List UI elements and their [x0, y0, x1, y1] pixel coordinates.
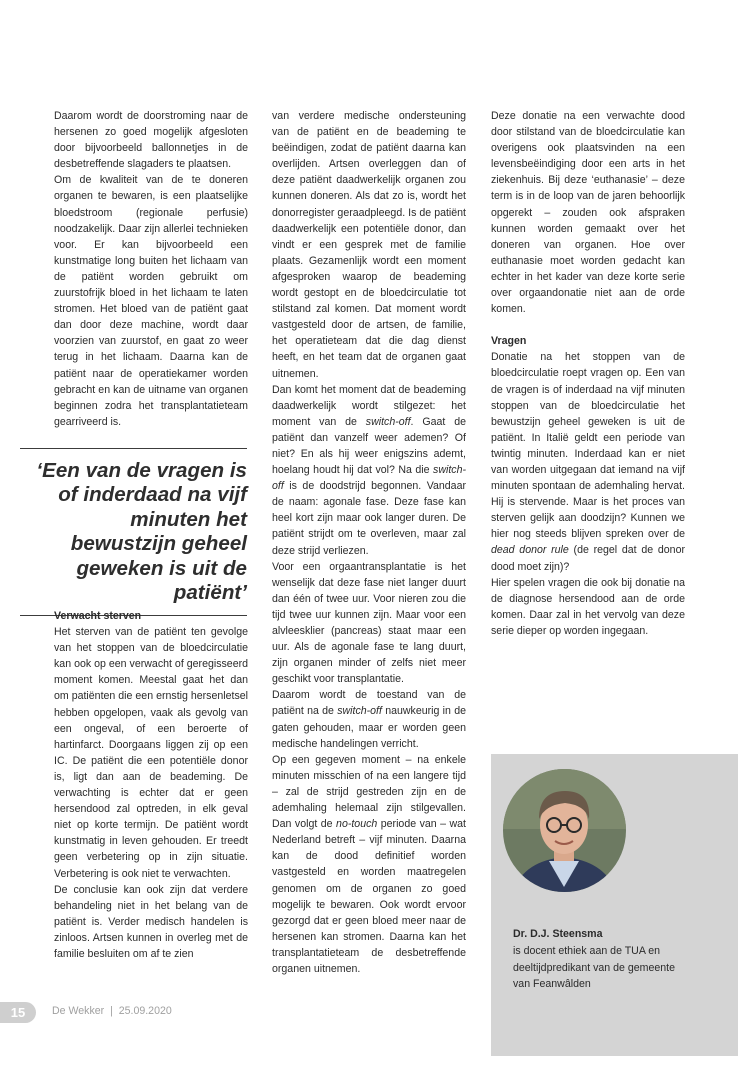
col3-paragraph-2: Donatie na het stoppen van de bloedcirculatie roept vragen op. Een van de vragen is of inderdaad na vijf minuten stoppen van de bloedcirculatie het bewustzijn geheel geweken is uit de patiënt. In Italië geldt een periode van twintig minuten. Inderdaad kan er niet van worden uitgegaan dat iemand na vijf minuten spontaan de ademhaling hervat. Hij is stervende. Maar is het proces van sterven gelijk aan doodzijn? Kunnen we hier nog steeds blijven spreken over de dead donor rule (de regel dat de donor dood moet zijn)?	[491, 351, 685, 573]
col3-paragraph-3: Hier spelen vragen die ook bij donatie na de diagnose hersendood aan de orde komen. Daar zal in het vervolg van deze serie dieper op worden ingegaan.	[491, 576, 685, 637]
subheading-vragen: Vragen	[491, 335, 527, 348]
col3-paragraph-1: Deze donatie na een verwachte dood door stilstand van de bloedcirculatie kan overigens ook plaatsvinden na een levensbeëindiging door een arts in het ziekenhuis. Bij deze ‘euthanasie’ – deze term is in de loop van de jaren behoorlijk opgerekt – zouden ook afspraken kunnen worden gemaakt over het doneren van organen. Hoe over euthanasie moet worden gedacht kan echter in het kader van deze korte serie over orgaandonatie niet aan de orde komen.	[491, 110, 685, 316]
column-3	[491, 108, 685, 639]
author-photo	[503, 769, 626, 892]
author-bio	[513, 926, 723, 993]
col2-paragraph-2: Dan komt het moment dat de beademing daadwerkelijk wordt stilgezet: het moment van de switch-off. Gaat de patiënt dan vanzelf weer ademen? Of niet? En als hij weer enigszins ademt, hoelang houdt hij dat vol? Na die switch-off is de doodstrijd begonnen. Vandaar de naam: agonale fase. Deze fase kan heel kort zijn maar ook langer duren. De patiënt strijdt om te overleven, maar zal deze strijd verliezen.	[272, 383, 466, 557]
publication-info: De Wekker | 25.09.2020	[52, 1005, 172, 1017]
column-1-lower	[54, 608, 248, 962]
col2-paragraph-4: Daarom wordt de toestand van de patiënt na de switch-off nauwkeurig in de gaten gehouden, maar er worden geen medische handelingen verricht.	[272, 689, 466, 750]
page-number: 15	[0, 1002, 36, 1023]
author-bio-line-2: deeltijdpredikant van de gemeente	[513, 961, 675, 974]
author-name: Dr. D.J. Steensma	[513, 928, 603, 940]
column-1	[54, 108, 248, 430]
col1-paragraph-2: Om de kwaliteit van de te doneren organen te bewaren, is een plaatselijke bloedstroom (regionale perfusie) noodzakelijk. Daar zijn allerlei technieken voor. Er kan bijvoorbeeld een kunstmatige long buiten het lichaam van de patiënt worden gebruikt om zuurstofrijk bloed in het lichaam te laten stromen. Het bloed van de patiënt gaat dan door deze machine, wordt daar voorzien van zuurstof, en gaat zo weer terug in het lichaam. Daarna kan de patiënt naar de operatiekamer worden gebracht en kan de uitname van organen beginnen zodra het transplantatieteam gearriveerd is.	[54, 174, 248, 428]
subheading-verwacht-sterven: Verwacht sterven	[54, 610, 142, 622]
author-bio-line-3: van Feanwâlden	[513, 978, 591, 991]
col2-paragraph-1: van verdere medische ondersteuning van de patiënt en de beademing te beëindigen, zodat de patiënt daarna kan overlijden. Artsen overleggen dan of deze patiënt daadwerkelijk organen zou kunnen doneren. Als dat zo is, wordt het donorregister geraadpleegd. Is de patiënt daadwerkelijk een potentiële donor, dan vindt er een gesprek met de familie plaats. Gezamenlijk wordt een moment afgesproken waarop de beademing wordt gestopt en de bloedcirculatie tot stilstand zal komen. Dat moment wordt vastgesteld door de artsen, de familie, het operatieteam dat die dag dienst heeft, en het team dat de organen gaat uitnemen.	[272, 110, 466, 380]
col1-paragraph-1: Daarom wordt de doorstroming naar de hersenen zo goed mogelijk afgesloten door bijvoorbeeld ballonnetjes in de desbetreffende slagaders te plaatsen.	[54, 110, 248, 171]
col2-paragraph-5: Op een gegeven moment – na enkele minuten misschien of na een langere tijd – zal de strijd gestreden zijn en de ademhaling helemaal zijn stilgevallen. Dan volgt de no-touch periode van – wat Nederland betreft – vijf minuten. Daarna kan de dood definitief worden vastgesteld en worden maatregelen genomen om de organen zo goed mogelijk te bewaren. Ook wordt ervoor gezorgd dat er geen bloed meer naar de hersenen kan stromen. Daarna kan het transplantatieteam de desbetreffende organen uitnemen.	[272, 753, 466, 975]
column-2	[272, 108, 466, 977]
author-bio-line-1: is docent ethiek aan de TUA en	[513, 944, 661, 957]
col2-paragraph-3: Voor een orgaantransplantatie is het wenselijk dat deze fase niet langer duurt dan één of twee uur. Voor nieren zou die tijd twee uur kunnen zijn. Maar voor een alvleesklier (pancreas) staat maar een uur. Als de agonale fase te lang duurt, zijn organen minder of zelfs niet meer geschikt voor transplantatie.	[272, 560, 466, 686]
col1-paragraph-3: Het sterven van de patiënt ten gevolge van het stoppen van de bloedcirculatie kan ook op een verwacht of geregisseerd moment komen. Meestal gaat het dan om patiënten die een ernstig hersenletsel hebben opgelopen, vaak als gevolg van een ongeval, of een beroerte of hartinfarct. Doorgaans liggen zij op een IC. De patiënt die een potentiële donor is, ligt dan aan de beademing. De verwachting is echter dat er geen hersendood zal optreden, in elk geval niet op korte termijn. De patiënt wordt kunstmatig in leven gehouden. Er treedt geen verbetering op in zijn situatie. Verbetering is ook niet te verwachten.	[54, 626, 248, 880]
col1-paragraph-4: De conclusie kan ook zijn dat verdere behandeling niet in het belang van de patiënt is. Verder medisch handelen is zinloos. Artsen kunnen in overleg met de familie besluiten om af te zien	[54, 883, 248, 960]
pull-quote: ‘Een van de vragen is of inderdaad na vijf minuten het bewustzijn geheel geweken is uit de patiënt’	[20, 448, 247, 616]
